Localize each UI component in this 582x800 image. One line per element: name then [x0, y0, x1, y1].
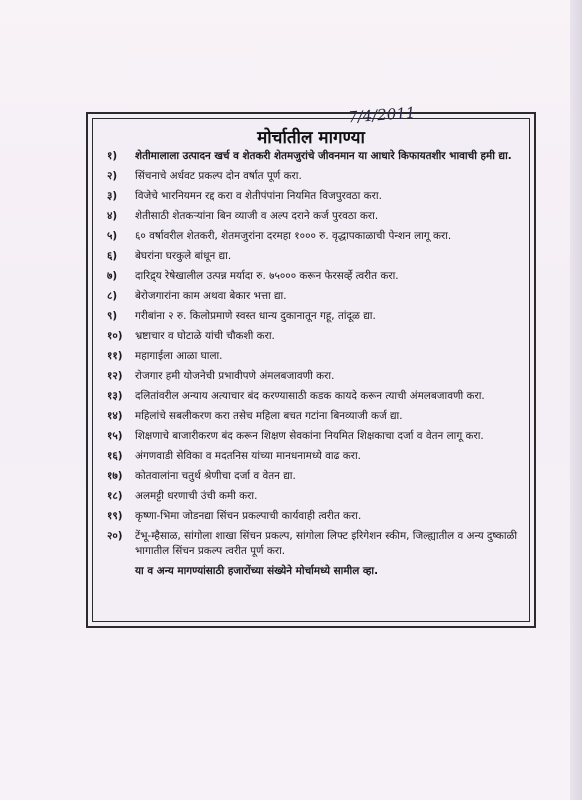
demand-number: १८): [107, 490, 123, 502]
demand-number: १७): [107, 470, 123, 482]
demand-item: [107, 169, 519, 184]
demand-item: [107, 269, 519, 284]
page-title: मोर्चातील मागण्या: [257, 128, 365, 148]
demand-item: [107, 529, 519, 559]
demand-item: [107, 229, 519, 244]
demand-item: [107, 469, 519, 484]
handwritten-date: 7/4/2011: [347, 103, 416, 127]
demand-item: [107, 289, 519, 304]
demand-text: अलमट्टी धरणाची उंची कमी करा.: [135, 490, 258, 502]
demand-number: २): [107, 170, 118, 182]
demand-item: [107, 429, 519, 444]
demand-number: ५): [107, 230, 118, 242]
demands-frame-inner: [92, 118, 530, 622]
demand-item: [107, 389, 519, 404]
demand-number: ३): [107, 190, 118, 202]
demand-number: १९): [107, 510, 123, 522]
demands-frame: [86, 112, 536, 628]
demand-text: ६० वर्षावरील शेतकरी, शेतमजुरांना दरमहा १००० रु. वृद्धापकाळाची पेन्शन लागू करा.: [135, 230, 452, 242]
demand-number: १): [107, 150, 118, 162]
demand-item: [107, 349, 519, 364]
demand-number: १३): [107, 390, 123, 402]
demand-text: शिक्षणाचे बाजारीकरण बंद करून शिक्षण सेवकांना नियमित शिक्षकाचा दर्जा व वेतन लागू करा.: [135, 430, 484, 442]
demand-text: शेतीसाठी शेतकऱ्यांना बिन व्याजी व अल्प दराने कर्ज पुरवठा करा.: [135, 210, 379, 222]
demand-item: [107, 329, 519, 344]
demand-text: दारिद्र्य रेषेखालील उत्पन्न मर्यादा रु. ७५००० करून फेरसर्व्हे त्वरीत करा.: [135, 270, 399, 282]
demands-list: [107, 149, 519, 579]
demand-text: कृष्णा-भिमा जोडनद्या सिंचन प्रकल्पाची कार्यवाही त्वरीत करा.: [135, 510, 362, 522]
demand-text: गरीबांना २ रु. किलोप्रमाणे स्वस्त धान्य दुकानातून गहू, तांदूळ द्या.: [135, 310, 376, 322]
demand-text: भ्रष्टाचार व घोटाळे यांची चौकशी करा.: [135, 330, 275, 342]
demand-number: १६): [107, 450, 123, 462]
demand-number: १५): [107, 430, 123, 442]
demand-number: १४): [107, 410, 123, 422]
demand-text: टेंभू-म्हैसाळ, सांगोला शाखा सिंचन प्रकल्प, सांगोला लिफ्ट इरिगेशन स्कीम, जिल्ह्यातील व अन्य दुष्काळी भागातील सिंचन प्रकल्प त्वरीत पूर्ण करा.: [135, 530, 518, 557]
demand-number: १०): [107, 330, 123, 342]
demand-number: ४): [107, 210, 118, 222]
demand-text: अंगणवाडी सेविका व मदतनिस यांच्या मानधनामध्ये वाढ करा.: [135, 450, 361, 462]
demand-item: [107, 249, 519, 264]
demand-text: महिलांचे सबलीकरण करा तसेच महिला बचत गटांना बिनव्याजी कर्ज द्या.: [135, 410, 403, 422]
demand-number: ९): [107, 310, 118, 322]
demand-item: [107, 449, 519, 464]
demand-item: [107, 209, 519, 224]
demand-item: [107, 189, 519, 204]
closing-appeal: या व अन्य मागण्यांसाठी हजारोंच्या संख्येने मोर्चामध्ये सामील व्हा.: [135, 565, 379, 577]
demand-number: ७): [107, 270, 118, 282]
demand-item: [107, 369, 519, 384]
demand-text: शेतीमालाला उत्पादन खर्च व शेतकरी शेतमजुरांचे जीवनमान या आधारे किफायतशीर भावाची हमी द्या.: [135, 150, 512, 162]
demand-text: दलितांवरील अन्याय अत्याचार बंद करण्यासाठी कडक कायदे करून त्याची अंमलबजावणी करा.: [135, 390, 485, 402]
demand-number: ११): [107, 350, 123, 362]
demand-number: ८): [107, 290, 118, 302]
demand-number: २०): [107, 530, 123, 542]
demand-number: १२): [107, 370, 123, 382]
demand-text: बेघरांना घरकुले बांधून द्या.: [135, 250, 232, 262]
demand-text: सिंचनाचे अर्धवट प्रकल्प दोन वर्षात पूर्ण करा.: [135, 170, 302, 182]
demand-text: महागाईला आळा घाला.: [135, 350, 223, 362]
demand-item: [107, 509, 519, 524]
demand-text: रोजगार हमी योजनेची प्रभावीपणे अंमलबजावणी करा.: [135, 370, 335, 382]
demand-item: [107, 149, 519, 164]
paper-edge: [570, 0, 582, 800]
demand-item: [107, 409, 519, 424]
demand-number: ६): [107, 250, 118, 262]
demand-text: बेरोजगारांना काम अथवा बेकार भत्ता द्या.: [135, 290, 287, 302]
demand-text: विजेचे भारनियमन रद्द करा व शेतीपंपांना नियमित विजपुरवठा करा.: [135, 190, 382, 202]
demand-text: कोतवालांना चतुर्थ श्रेणीचा दर्जा व वेतन द्या.: [135, 470, 296, 482]
demand-item: [107, 309, 519, 324]
demand-item: [107, 489, 519, 504]
